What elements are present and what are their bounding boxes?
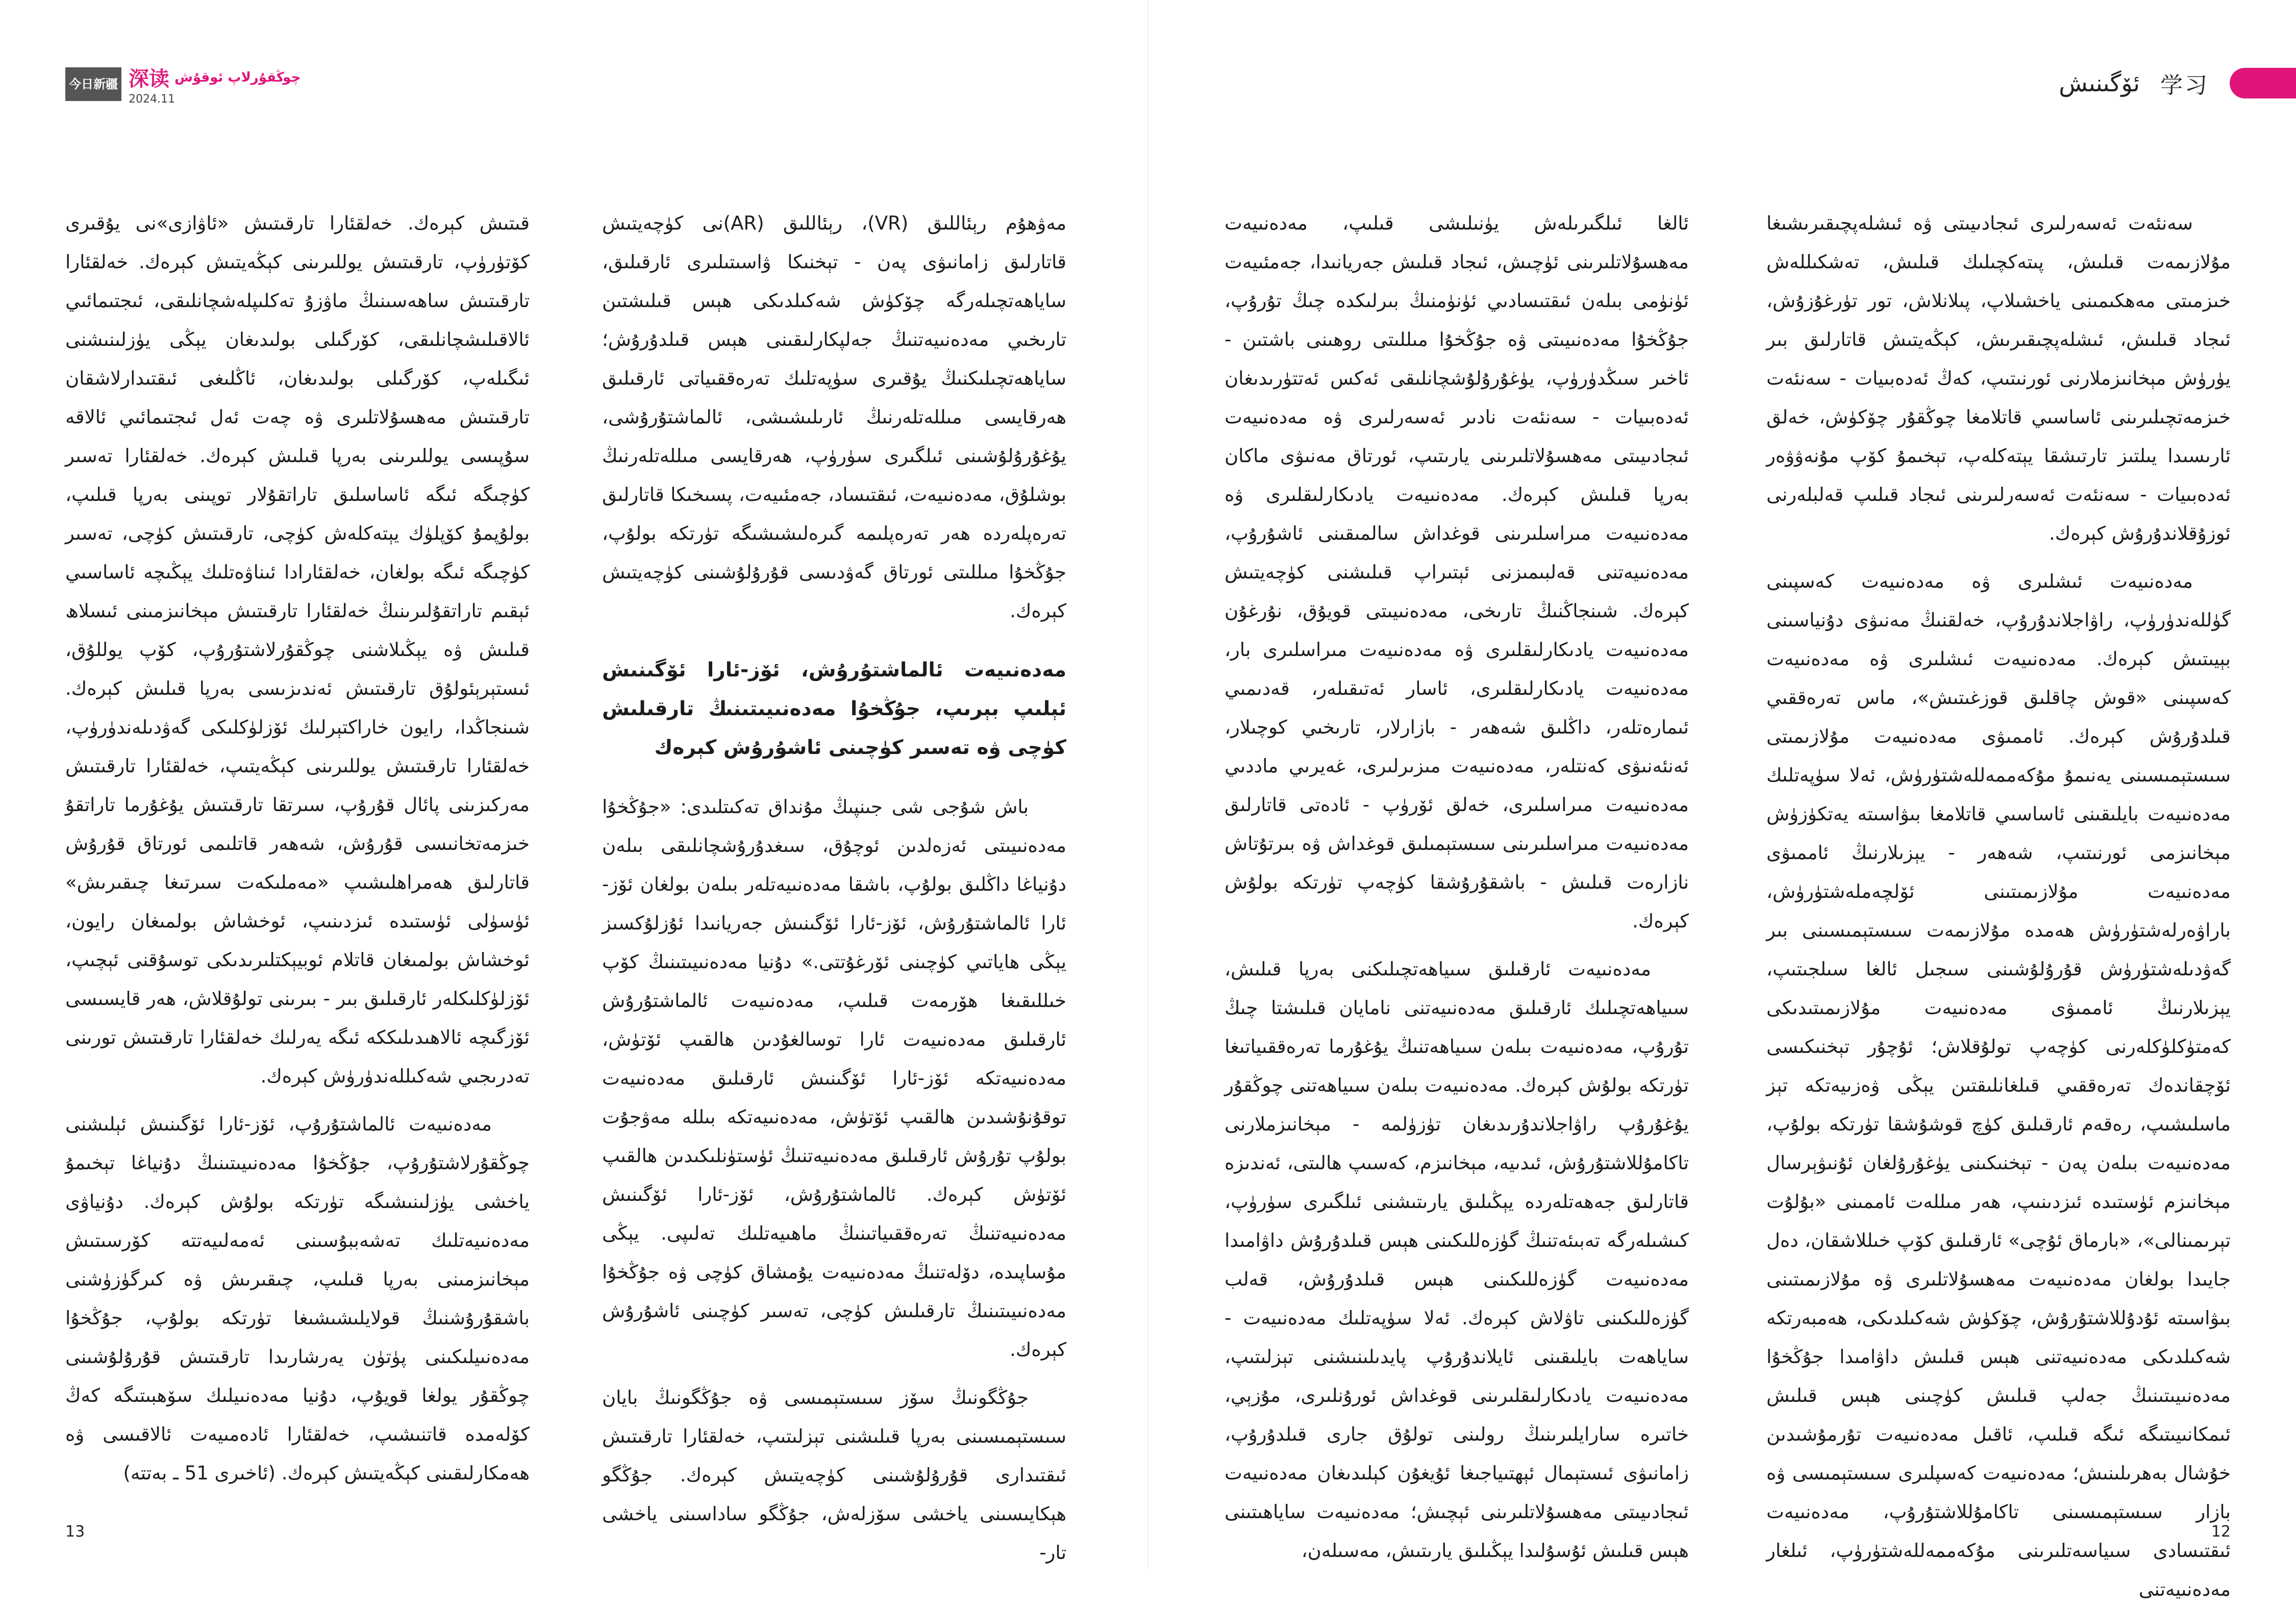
- paragraph: باش شۇجى شى جىنپىڭ مۇنداق تەكىتلىدى: «جۇڭخۇا مەدەنىيىتى ئەزەلدىن ئوچۇق، سىغدۇرۇشچانلىقى بىلەن دۇنياغا داڭلىق بولۇپ، باشقا مەدەنىيەتلەر بىلەن بولغان ئۆز-ئارا ئالماشتۇرۇش، ئۆز-ئارا ئۆگىنىش جەريانىدا ئۇزلۇكسىز يېڭى ھاياتىي كۈچىنى ئۆرغۇتتى.» دۇنيا مەدەنىيىتىنىڭ كۆپ خىللىقىغا ھۆرمەت قىلىپ، مەدەنىيەت ئالماشتۇرۇش ئارقىلىق مەدەنىيەت ئارا توسالغۇدىن ھالقىپ ئۆتۈش، مەدەنىيەتكە ئۆز-ئارا ئۆگىنىش ئارقىلىق مەدەنىيەت توقۇنۇشىدىن ھالقىپ ئۆتۈش، مەدەنىيەتكە بىللە مەۋجۇت بولۇپ تۇرۇش ئارقىلىق مەدەنىيەتنىڭ ئۈستۈنلىكىدىن ھالقىپ ئۆتۈش كېرەك. ئالماشتۇرۇش، ئۆز-ئارا ئۆگىنىش مەدەنىيەتنىڭ تەرەققىياتىنىڭ ماھىيەتلىك تەلىپى. يېڭى مۇساپىدە، دۆلەتنىڭ مەدەنىيەت يۇمشاق كۈچى ۋە جۇڭخۇا مەدەنىيىتىنىڭ تارقىلىش كۈچى، تەسىر كۈچىنى ئاشۇرۇش كېرەك.: [602, 796, 1066, 1361]
- right-page: [1148, 0, 2296, 1600]
- paragraph: سەنئەت ئەسەرلىرى ئىجادىيىتى ۋە ئىشلەپچىقىرىشىغا مۇلازىمەت قىلىش، پىتەكچىلىك قىلىش، تەشكىللەش خىزمىتى مەھكىمىنى ياخشىلاپ، پىلانلاش، تور تۈرغۇزۇش، ئىجاد قىلىش، ئىشلەپچىقىرىش، كېڭەيتىش قاتارلىق بىر يۈرۈش مېخانىزملارنى ئورنىتىپ، كەڭ ئەدەبىيات - سەنئەت خىزمەتچىلىرىنى ئاساسىي قاتلامغا چوڭقۇر چۆكۈش، خەلق ئارىسىدا يىلتىز تارتىشقا يېتەكلەپ، تېخىمۇ كۆپ مۇنەۋۋەر ئەدەبىيات - سەنئەت ئەسەرلىرىنى ئىجاد قىلىپ قەلبلەرنى ئوزۇقلاندۇرۇش كېرەك.: [1766, 212, 2231, 544]
- paragraph: مەۋھۇم رېئاللىق (VR)، رېئاللىق (AR)نى كۈچەيتىش قاتارلىق زامانىۋى پەن - تېخنىكا ۋاسىتىلىرى ئارقىلىق، ساياھەتچىلەرگە چۆكۈش شەكىلدىكى ھېس قىلىشتىن تارىخىي مەدەنىيەتنىڭ جەلپكارلىقىنى ھېس قىلدۇرۇش؛ ساياھەتچىلىكنىڭ يۇقىرى سۈپەتلىك تەرەققىياتى ئارقىلىق ھەرقايسى مىللەتلەرنىڭ ئارىلىشىشى، ئالماشتۇرۇشى، يۇغۇرۇلۇشىنى ئىلگىرى سۈرۈپ، ھەرقايسى مىللەتلەرنىڭ بوشلۇق، مەدەنىيەت، ئىقتىساد، جەمئىيەت، پسىخىكا قاتارلىق تەرەپلەردە ھەر تەرەپلىمە گىرەلىشىشىگە تۈرتكە بولۇپ، جۇڭخۇا مىللىتى ئورتاق گەۋدىسى قۇرۇلۇشىنى كۈچەيتىش كېرەك.: [602, 212, 1067, 622]
- article-column-left-page-left: [65, 204, 530, 1500]
- magazine-logo: 今日新疆: [65, 67, 121, 101]
- page-header: [2059, 65, 2296, 101]
- section-title-ug: چوڭقۇرلاپ ئوقۇش: [174, 69, 301, 85]
- section-subheading: مەدەنىيەت ئالماشتۇرۇش، ئۆز-ئارا ئۆگىنىش ئېلىپ بېرىپ، جۇڭخۇا مەدەنىيىتىنىڭ تارقىلىش كۈچى ۋە تەسىر كۈچىنى ئاشۇرۇش كېرەك: [602, 659, 1066, 759]
- paragraph: مەدەنىيەت ئارقىلىق سىياھەتچىلىكنى بەرپا قىلىش، سىياھەتچىلىك ئارقىلىق مەدەنىيەتنى نامايان قىلىشتا چىڭ تۇرۇپ، مەدەنىيەت بىلەن سىياھەتنىڭ يۇغۇرما تەرەققىياتىغا تۈرتكە بولۇش كېرەك. مەدەنىيەت بىلەن سىياھەتنى چوڭقۇر يۇغۇرۇپ راۋاجلاندۇرىدىغان تۈزۈلمە - مېخانىزملارنى تاكامۇللاشتۇرۇش، ئىدىيە، مېخانىزم، كەسىپ ھالىتى، ئەندىزە قاتارلىق جەھەتلەردە يېڭىلىق يارىتىشنى ئىلگىرى سۈرۈپ، كىشىلەرگە تەبىئەتنىڭ گۈزەللىكىنى ھېس قىلدۇرۇش داۋامىدا مەدەنىيەت گۈزەللىكىنى ھېس قىلدۇرۇش، قەلب گۈزەللىكىنى تاۋلاش كېرەك. ئەلا سۈپەتلىك مەدەنىيەت - ساياھەت بايلىقىنى ئايلاندۇرۇپ پايدىلىنىشنى تېزلىتىپ، مەدەنىيەت يادىكارلىقلىرىنى قوغداش ئورۇنلىرى، مۇزېي، خاتىرە سارايلىرىنىڭ رولىنى تولۇق جارى قىلدۇرۇپ، زامانىۋى ئىستېمال ئېھتىياجىغا ئۇيغۇن كېلىدىغان مەدەنىيەت ئىجادىيىتى مەھسۇلاتلىرىنى ئېچىش؛ مەدەنىيەت ساياھىتىنى ھېس قىلىش ئۇسۇلىدا يېڭىلىق يارىتىش، مەسىلەن،: [1225, 958, 1689, 1562]
- header-title-ug: ئۆگىنىش: [2059, 69, 2140, 97]
- left-page: [0, 0, 1148, 1568]
- article-column-left-page-right: [602, 204, 1067, 1564]
- magazine-header: [65, 66, 301, 106]
- page-number-left: 13: [65, 1523, 85, 1541]
- paragraph: مەدەنىيەت ئىشلىرى ۋە مەدەنىيەت كەسپىنى گۈللەندۈرۈپ، راۋاجلاندۇرۇپ، خەلقنىڭ مەنىۋى دۇنياسىنى بېيىتىش كېرەك. مەدەنىيەت ئىشلىرى ۋە مەدەنىيەت كەسپىنى «قوش چاقلىق قوزغىتىش»، ماس تەرەققىي قىلدۇرۇش كېرەك. ئاممىۋى مەدەنىيەت مۇلازىمىتى سىستېمىسىنى يەنىمۇ مۇكەممەللەشتۈرۈش، ئەلا سۈپەتلىك مەدەنىيەت بايلىقىنى ئاساسىي قاتلامغا بىۋاسىتە يەتكۈزۈش مېخانىزمى ئورنىتىپ، شەھەر - يېزىلارنىڭ ئاممىۋى مەدەنىيەت مۇلازىمىتىنى ئۆلچەملەشتۈرۈش، باراۋەرلەشتۈرۈش ھەمدە مۇلازىمەت سىستېمىسىنى بىر گەۋدىلەشتۈرۈش قۇرۇلۇشىنى سىجىل ئالغا سىلجىتىپ، يېزىلارنىڭ ئاممىۋى مەدەنىيەت مۇلازىمىتىدىكى كەمتۈكلۈكلەرنى كۈچەپ تولۇقلاش؛ ئۇچۇر تېخنىكىسى ئۆچقاندەك تەرەققىي قىلغانلىقتىن يېڭى ۋەزىيەتكە تېز ماسلىشىپ، رەقەم ئارقىلىق كۈچ قوشۇشقا تۈرتكە بولۇپ، مەدەنىيەت بىلەن پەن - تېخنىكىنى يۈغۇرۇلغان ئۇنىۋېرسال مېخانىزم ئۈستىدە ئىزدىنىپ، ھەر مىللەت ئاممىنى «بۇلۇت تېرىمىنالى»، «بارماق ئۇچى» ئارقىلىق كۆپ خىللاشقان، دەل جايىدا بولغان مەدەنىيەت مەھسۇلاتلىرى ۋە مۇلازىمىتىنى بىۋاسىتە ئۇدۇللاشتۇرۇش، چۆكۈش شەكىلدىكى، ھەمبەرتكە شەكىلدىكى مەدەنىيەتنى ھېس قىلىش داۋامىدا جۇڭخۇا مەدەنىيىتىنىڭ جەلپ قىلىش كۈچىنى ھېس قىلىش ئىمكانىيىتىگە ئىگە قىلىپ، ئاقىل مەدەنىيەت تۇرمۇشىدىن خۇشال بەھرىلىنىش؛ مەدەنىيەت كەسپلىرى سىستېمىسى ۋە بازار سىستېمىسىنى تاكامۇللاشتۇرۇپ، مەدەنىيەت ئىقتىسادى سىياسەتلىرىنى مۇكەممەللەشتۈرۈپ، ئىلغار مەدەنىيەتنى: [1766, 570, 2231, 1600]
- header-title-cn: 学习: [2160, 72, 2209, 98]
- section-mark: [129, 63, 301, 106]
- paragraph: قىتىش كېرەك. خەلقئارا تارقىتىش «ئاۋازى»نى يۇقىرى كۆتۈرۈپ، تارقىتىش يوللىرىنى كېڭەيتىش كېرەك. خەلقئارا تارقىتىش ساھەسىنىڭ ماۋزۇ تەكلىپلەشچانلىقى، ئىجتىمائىي ئالاقىلىشچانلىقى، كۆرگىلى بولىدىغان يېڭى يۈزلىنىشنى ئىگىلەپ، كۆرگىلى بولىدىغان، ئاڭلىغى ئىقتىدارلاشقان تارقىتىش مەھسۇلاتلىرى ۋە چەت ئەل ئىجتىمائىي ئالاقە سۇپىسى يوللىرىنى بەرپا قىلىش كېرەك. خەلقئارا تەسىر كۈچىگە ئىگە ئاساسلىق تاراتقۇلار توپىنى بەرپا قىلىپ، بولۇپمۇ كۆپلۈك يېتەكلەش كۈچى، تارقىتىش كۈچى، تەسىر كۈچىگە ئىگە بولغان، خەلقئارادا ئىناۋەتلىك يېڭىچە ئاساسىي ئېقىم تاراتقۇلىرىنىڭ خەلقئارا تارقىتىش مېخانىزمىنى ئىسلاھ قىلىش ۋە يېڭىلاشنى چوڭقۇرلاشتۇرۇپ، كۆپ يوللۇق، ئىستېرېئولۇق تارقىتىش ئەندىزىسى بەرپا قىلىش كېرەك. شىنجاڭدا، رايون خاراكتېرلىك ئۆزلۈكلىكى گەۋدىلەندۈرۈپ، خەلقئارا تارقىتىش يوللىرىنى كېڭەيتىپ، خەلقئارا تارقىتىش مەركىزىنى پائال قۇرۇپ، سىرتقا تارقىتىش يۇغۇرما تاراتقۇ خىزمەتخانىسى قۇرۇش، شەھەر قاتلىمى ئورتاق قۇرۇش قاتارلىق ھەمراھلىشىپ «مەملىكەت سىرتىغا چىقىرىش» ئۈسۈلى ئۈستىدە ئىزدىنىپ، ئوخشاش بولمىغان رايون، ئوخشاش بولمىغان قاتلام ئوبيېكتلىرىدىكى توسۇقنى ئېچىپ، ئۆزلۈكلىكلەر ئارقىلىق بىر - بىرىنى تولۇقلاش، ھەر قايسىسى ئۆزگىچە ئالاھىدىلىككە ئىگە يەرلىك خەلقئارا تارقىتىش تورىنى تەدرىجىي شەكىللەندۈرۈش كېرەك.: [65, 212, 530, 1087]
- paragraph: ئالغا ئىلگىرىلەش يۈنىلىشى قىلىپ، مەدەنىيەت مەھسۇلاتلىرىنى ئۈچىش، ئىجاد قىلىش جەريانىدا، جەمئىيەت ئۈنۈمى بىلەن ئىقتىسادىي ئۈنۈمنىڭ بىرلىكدە چىڭ تۇرۇپ، جۇڭخۇا مەدەنىيىتى ۋە جۇڭخۇا مىللىتى روھىنى باشتىن - ئاخىر سىڭدۈرۈپ، يۈغۇرۇلۇشچانلىقى ئەكس ئەتتۈرىدىغان ئەدەبىيات - سەنئەت نادىر ئەسەرلىرى ۋە مەدەنىيەت ئىجادىيىتى مەھسۇلاتلىرىنى يارىتىپ، ئورتاق مەنىۋى ماكان بەرپا قىلىش كېرەك. مەدەنىيەت يادىكارلىقلىرى ۋە مەدەنىيەت مىراسلىرىنى قوغداش سالمىقىنى ئاشۇرۇپ، مەدەنىيەتنى قەلبىمىزنى ئېتىراپ قىلىشنى كۈچەيتىش كېرەك. شىنجاڭنىڭ تارىخى، مەدەنىيىتى قويۇق، نۇرغۇن مەدەنىيەت يادىكارلىقلىرى ۋە مەدەنىيەت مىراسلىرى بار، مەدەنىيەت يادىكارلىقلىرى، ئاسار ئەتىقىلەر، قەدىمىي ئىمارەتلەر، داڭلىق شەھەر - بازارلار، تارىخىي كوچىلار، ئەنئەنىۋى كەنتلەر، مەدەنىيەت مىزىرلىرى، غەيرىي ماددىي مەدەنىيەت مىراسلىرى، خەلق ئۆرۈپ - ئادەتى قاتارلىق مەدەنىيەت مىراسلىرىنى سىستېمىلىق قوغداش ۋە بىرتۇتاش نازارەت قىلىش - باشقۇرۇشقا كۈچەپ تۈرتكە بولۇش كېرەك.: [1225, 212, 1689, 932]
- paragraph: جۇڭگونىڭ سۆز سىستېمىسى ۋە جۇڭگونىڭ بايان سىستېمىسىنى بەرپا قىلىشنى تېزلىتىپ، خەلقئارا تارقىتىش ئىقتىدارى قۇرۇلۇشىنى كۈچەيتىش كېرەك. جۇڭگو ھېكايىسىنى ياخشى سۆزلەش، جۇڭگو ساداسىنى ياخشى تار-: [602, 1387, 1066, 1564]
- section-title-cn: 深读: [129, 67, 169, 91]
- header-accent-tab: [2230, 68, 2296, 98]
- article-column-right-page-left: [1225, 204, 1689, 1562]
- page-number-right: 12: [2211, 1523, 2231, 1541]
- paragraph: مەدەنىيەت ئالماشتۇرۇپ، ئۆز-ئارا ئۆگىنىش ئېلىشنى چوڭقۇرلاشتۇرۇپ، جۇڭخۇا مەدەنىيىتىنىڭ دۇنياغا تېخىمۇ ياخشى يۈزلىنىشىگە تۈرتكە بولۇش كېرەك. دۇنياۋى مەدەنىيەتلىك تەشەببۇسىنى ئەمەلىيەتتە كۆرسىتىش مېخانىزمىنى بەرپا قىلىپ، چىقىرىش ۋە كىرگۈزۈشنى باشقۇرۇشنىڭ قولايلىشىشىغا تۈرتكە بولۇپ، جۇڭخۇا مەدەنىيلىكىنى پۈتۈن يەرشارىدا تارقىتىش قۇرۇلۇشىنى چوڭقۇر يولغا قويۇپ، دۇنيا مەدەنىيلىك سۆھبىتىگە كەڭ كۆلەمدە قاتنىشىپ، خەلقئارا ئادەمىيەت ئالاقىسى ۋە ھەمكارلىقىنى كېڭەيتىش كېرەك. (ئاخىرى 51 ـ بەتتە): [65, 1113, 530, 1484]
- issue-date: 2024.11: [129, 93, 175, 106]
